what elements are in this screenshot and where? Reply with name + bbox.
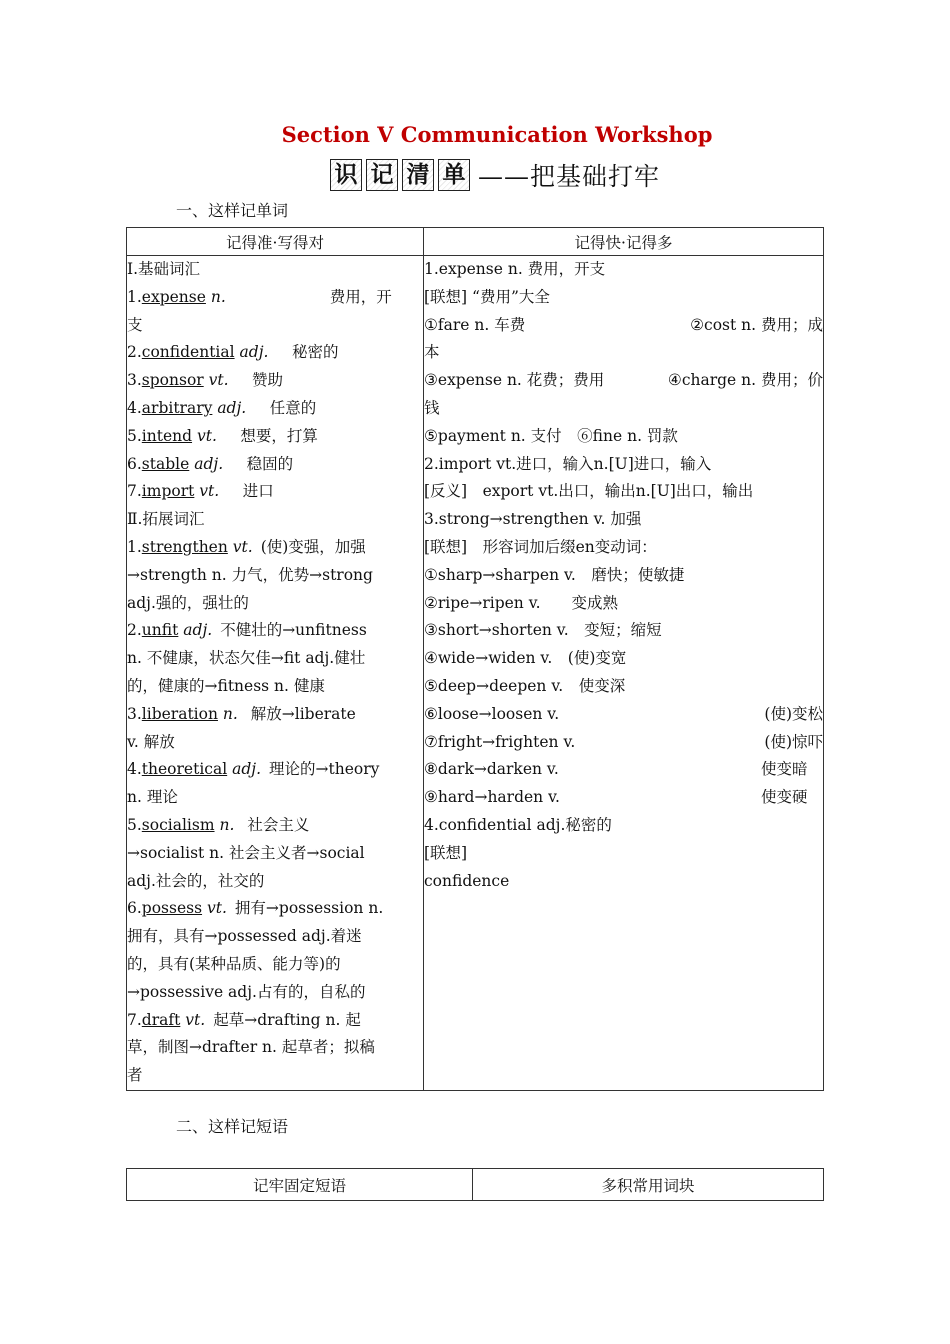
memo-text: 4.confidential adj.秘密的 — [424, 815, 612, 834]
memo-line — [424, 312, 823, 340]
memo-text-b: (使)惊吓 — [764, 732, 823, 751]
memo-line — [424, 506, 823, 534]
phrase-table — [126, 1168, 824, 1201]
section-1-heading: 一、这样记单词 — [176, 201, 289, 220]
memo-text: [联想] — [424, 843, 468, 862]
memo-text-a: ①fare n. 车费 — [424, 315, 526, 334]
vocab-line — [127, 534, 423, 562]
memo-line — [424, 256, 823, 284]
vocab-word: strengthen — [141, 537, 228, 556]
vocab-meaning: 想要，打算 — [224, 426, 318, 445]
vocab-meaning: 社会主义 — [242, 815, 310, 834]
vocab-line — [127, 923, 423, 951]
phrase-table-header-left: 记牢固定短语 — [127, 1169, 473, 1201]
memo-line — [424, 645, 823, 673]
memo-line — [424, 868, 823, 896]
vocab-text: adj.社会的，社交的 — [127, 871, 265, 890]
item-number: 7. — [127, 482, 142, 501]
vocab-line — [127, 395, 423, 423]
memo-line — [424, 395, 823, 423]
item-number: 5. — [127, 426, 142, 445]
memo-text-b: 使变暗 — [760, 760, 823, 779]
vocab-text: adj.强的，强壮的 — [127, 593, 249, 612]
memo-line — [424, 617, 823, 645]
memo-text: [联想] “费用”大全 — [424, 287, 550, 306]
item-number: 1. — [127, 287, 142, 306]
item-number: 4. — [127, 760, 142, 779]
memo-text: ①sharp→sharpen v. 磨快；使敏捷 — [424, 565, 685, 584]
memo-text-a: ⑨hard→harden v. — [424, 788, 560, 807]
memo-line — [424, 423, 823, 451]
memo-text: 钱 — [424, 398, 440, 417]
vocab-line — [127, 840, 423, 868]
memo-text: ②ripe→ripen v. 变成熟 — [424, 593, 619, 612]
page-subtitle — [330, 158, 660, 192]
item-number: 2. — [127, 621, 142, 640]
table-header-left: 记得准·写得对 — [127, 228, 424, 256]
memo-text-b: ②cost n. 费用；成 — [690, 315, 823, 334]
memo-line — [424, 562, 823, 590]
memo-text: 3.strong→strengthen v. 加强 — [424, 510, 642, 529]
vocab-line — [127, 367, 423, 395]
memo-text: 2.import vt.进口，输入n.[U]进口，输入 — [424, 454, 712, 473]
vocab-line — [127, 478, 423, 506]
vocab-line — [127, 506, 423, 534]
vocab-word: liberation — [141, 704, 218, 723]
memo-text-a: ⑧dark→darken v. — [424, 760, 559, 779]
item-number: 3. — [127, 371, 142, 390]
vocab-word: possess — [141, 899, 203, 918]
part-of-speech: vt. — [199, 482, 220, 501]
vocab-meaning: 费用，开 — [329, 287, 392, 306]
vocab-line — [127, 312, 423, 340]
vocab-word: unfit — [141, 621, 179, 640]
vocab-line — [127, 562, 423, 590]
part-of-speech: adj. — [239, 343, 269, 362]
vocab-line — [127, 339, 423, 367]
part-of-speech: n. — [219, 815, 235, 834]
vocab-word: confidential — [141, 343, 235, 362]
memo-text-b: ④charge n. 费用；价 — [667, 371, 823, 390]
vocab-meaning: 理论的→theory — [269, 760, 380, 779]
part-of-speech: n. — [222, 704, 238, 723]
memo-text-a: ③expense n. 花费；费用 — [424, 371, 605, 390]
vocab-line — [127, 451, 423, 479]
memo-line — [424, 673, 823, 701]
vocab-text: 的，健康的→fitness n. 健康 — [127, 676, 325, 695]
boxed-char: 清 — [402, 159, 434, 191]
vocab-text: v. 解放 — [127, 732, 175, 751]
vocab-line — [127, 590, 423, 618]
vocabulary-table — [126, 227, 824, 1091]
table-header-right: 记得快·记得多 — [424, 228, 824, 256]
vocab-text: →possessive adj.占有的，自私的 — [127, 982, 366, 1001]
vocab-meaning: 不健壮的→unfitness — [220, 621, 367, 640]
vocab-word: expense — [141, 287, 206, 306]
vocab-text: 支 — [127, 315, 143, 334]
item-number: 3. — [127, 704, 142, 723]
part-of-speech: adj. — [194, 454, 224, 473]
vocab-line — [127, 673, 423, 701]
vocab-text: →strength n. 力气，优势→strong — [127, 565, 373, 584]
vocab-line — [127, 1062, 423, 1090]
vocab-meaning: 起草→drafting n. 起 — [213, 1010, 361, 1029]
left-column-content — [127, 256, 424, 1091]
memo-text: [反义] export vt.出口，输出n.[U]出口，输出 — [424, 482, 754, 501]
memo-text: [联想] 形容词加后缀en变动词： — [424, 537, 657, 556]
memo-text-a: ⑦fright→frighten v. — [424, 732, 576, 751]
vocab-line — [127, 895, 423, 923]
vocab-line — [127, 617, 423, 645]
vocab-word: intend — [141, 426, 193, 445]
vocab-text: 拥有，具有→possessed adj.着迷 — [127, 927, 362, 946]
memo-text: ⑤deep→deepen v. 使变深 — [424, 676, 626, 695]
memo-text: ④wide→widen v. (使)变宽 — [424, 649, 627, 668]
vocab-meaning: 秘密的 — [276, 343, 339, 362]
vocab-text: 者 — [127, 1066, 143, 1085]
vocab-meaning: 赞助 — [236, 371, 284, 390]
part-of-speech: adj. — [232, 760, 262, 779]
boxed-char: 单 — [438, 159, 470, 191]
right-column-content — [424, 256, 824, 1091]
vocab-line — [127, 423, 423, 451]
memo-text-b: 使变硬 — [760, 788, 823, 807]
part-of-speech: vt. — [208, 371, 229, 390]
vocab-word: socialism — [141, 815, 215, 834]
part-of-speech: vt. — [196, 426, 217, 445]
memo-line — [424, 339, 823, 367]
vocab-line — [127, 256, 423, 284]
vocab-text: 草，制图→drafter n. 起草者；拟稿 — [127, 1038, 375, 1057]
vocab-line — [127, 284, 423, 312]
memo-text: confidence — [424, 871, 510, 890]
vocab-word: theoretical — [141, 760, 228, 779]
item-number: 1. — [127, 537, 142, 556]
vocab-word: arbitrary — [141, 398, 213, 417]
section-2-heading: 二、这样记短语 — [176, 1117, 289, 1136]
vocab-word: draft — [141, 1010, 181, 1029]
memo-text-a: ⑥loose→loosen v. — [424, 704, 560, 723]
memo-line — [424, 812, 823, 840]
vocab-meaning: 解放→liberate — [245, 704, 356, 723]
subtitle-tail: ——把基础打牢 — [478, 162, 661, 191]
vocab-line — [127, 979, 423, 1007]
phrase-table-header-right: 多积常用词块 — [473, 1169, 824, 1201]
memo-line — [424, 367, 823, 395]
item-number: 6. — [127, 899, 142, 918]
vocab-text: Ⅰ.基础词汇 — [127, 260, 201, 278]
vocab-line — [127, 645, 423, 673]
part-of-speech: adj. — [217, 398, 247, 417]
item-number: 2. — [127, 343, 142, 362]
memo-line — [424, 534, 823, 562]
vocab-meaning: 进口 — [227, 482, 274, 501]
memo-line — [424, 784, 823, 812]
vocab-line — [127, 784, 423, 812]
vocab-text: →socialist n. 社会主义者→social — [127, 843, 365, 862]
vocab-line — [127, 1007, 423, 1035]
memo-text: ③short→shorten v. 变短；缩短 — [424, 621, 662, 640]
page-title: Section Ⅴ Communication Workshop — [281, 122, 713, 147]
memo-line — [424, 451, 823, 479]
memo-line — [424, 590, 823, 618]
memo-line — [424, 478, 823, 506]
vocab-meaning: 任意的 — [254, 398, 317, 417]
memo-line — [424, 701, 823, 729]
item-number: 6. — [127, 454, 142, 473]
vocab-text: Ⅱ.拓展词汇 — [127, 510, 205, 529]
part-of-speech: vt. — [232, 537, 253, 556]
memo-line — [424, 840, 823, 868]
vocab-text: n. 理论 — [127, 788, 178, 807]
boxed-char: 记 — [366, 159, 398, 191]
vocab-meaning: (使)变强，加强 — [260, 537, 366, 556]
vocab-word: sponsor — [141, 371, 204, 390]
vocab-meaning: 稳固的 — [231, 454, 294, 473]
memo-text: 本 — [424, 343, 440, 362]
vocab-text: n. 不健康，状态欠佳→fit adj.健壮 — [127, 649, 366, 668]
part-of-speech: adj. — [183, 621, 213, 640]
vocab-line — [127, 756, 423, 784]
memo-text: 1.expense n. 费用，开支 — [424, 260, 606, 278]
memo-text: ⑤payment n. 支付 ⑥fine n. 罚款 — [424, 426, 678, 445]
memo-line — [424, 729, 823, 757]
vocab-line — [127, 1034, 423, 1062]
boxed-char: 识 — [330, 159, 362, 191]
part-of-speech: n. — [210, 287, 226, 306]
vocab-text: 的，具有(某种品质、能力等)的 — [127, 954, 341, 973]
vocab-word: stable — [141, 454, 190, 473]
vocab-line — [127, 812, 423, 840]
item-number: 7. — [127, 1010, 142, 1029]
part-of-speech: vt. — [185, 1010, 206, 1029]
memo-line — [424, 756, 823, 784]
part-of-speech: vt. — [206, 899, 227, 918]
memo-text-b: (使)变松 — [764, 704, 823, 723]
item-number: 5. — [127, 815, 142, 834]
vocab-word: import — [141, 482, 195, 501]
memo-line — [424, 284, 823, 312]
item-number: 4. — [127, 398, 142, 417]
vocab-meaning: 拥有→possession n. — [234, 899, 384, 918]
vocab-line — [127, 951, 423, 979]
vocab-line — [127, 868, 423, 896]
vocab-line — [127, 701, 423, 729]
vocab-line — [127, 729, 423, 757]
